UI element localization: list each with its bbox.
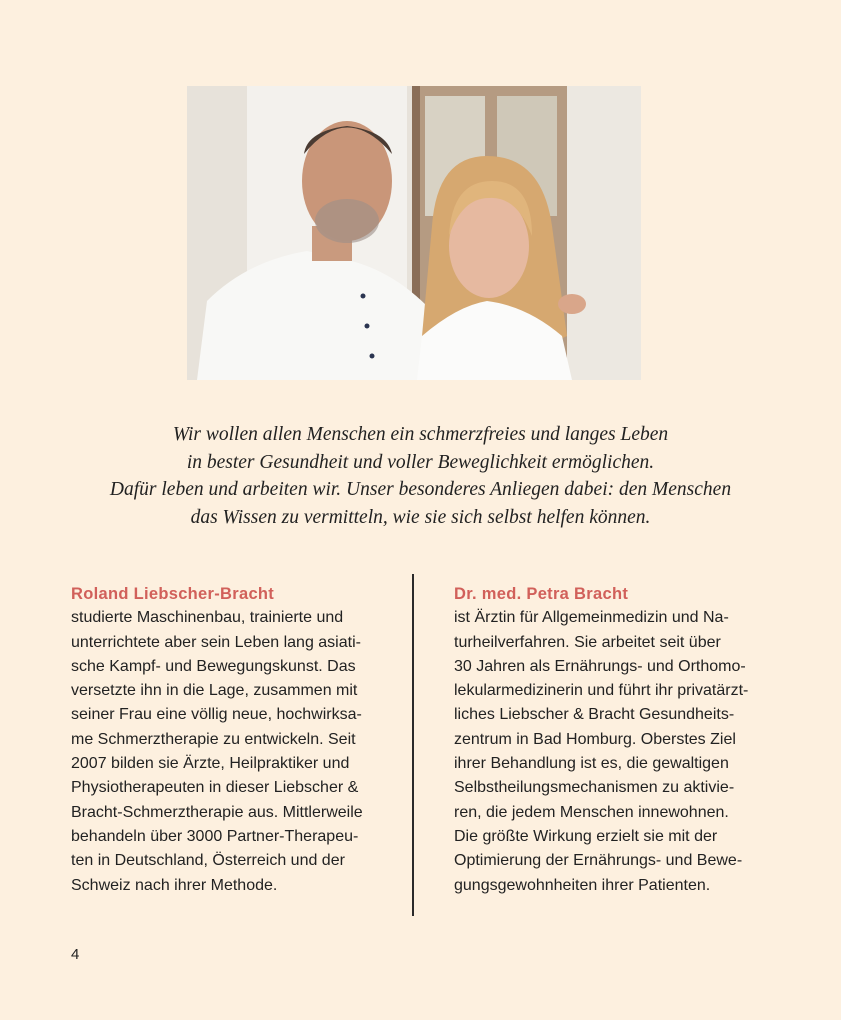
bio-name: Dr. med. Petra Bracht (454, 585, 629, 603)
bio-line: studierte Maschinenbau, trainierte und (71, 609, 344, 627)
quote-block (60, 421, 781, 531)
bio-line: behandeln über 3000 Partner-Therapeu- (71, 827, 359, 845)
bio-line: zentrum in Bad Homburg. Oberstes Ziel (454, 730, 736, 748)
bio-line: liches Liebscher & Bracht Gesundheits- (454, 706, 735, 724)
bio-petra (454, 582, 774, 898)
portrait-photo (187, 86, 641, 380)
bio-line: ist Ärztin für Allgemeinmedizin und Na- (454, 609, 729, 627)
bio-line: unterrichtete aber sein Leben lang asiati- (71, 633, 361, 651)
bio-line: me Schmerztherapie zu entwickeln. Seit (71, 730, 356, 748)
bio-line: ren, die jedem Menschen innewohnen. (454, 803, 729, 821)
bio-line: Physiotherapeuten in dieser Liebscher & (71, 779, 359, 797)
bio-line: ten in Deutschland, Österreich und der (71, 852, 345, 870)
bio-line: Die größte Wirkung erzielt sie mit der (454, 827, 718, 845)
bio-line: turheilverfahren. Sie arbeitet seit über (454, 633, 721, 651)
quote-line: Dafür leben und arbeiten wir. Unser besonderes Anliegen dabei: den Menschen (109, 479, 732, 500)
bio-line: Schweiz nach ihrer Methode. (71, 876, 278, 894)
page-number: 4 (71, 946, 80, 963)
bio-line: 30 Jahren als Ernährungs- und Orthomo- (454, 657, 746, 675)
bio-line: versetzte ihn in die Lage, zusammen mit (71, 682, 358, 700)
quote-line: in bester Gesundheit und voller Beweglichkeit ermöglichen. (186, 451, 655, 473)
column-divider (412, 574, 414, 916)
quote-line: Wir wollen allen Menschen ein schmerzfreies und langes Leben (172, 424, 669, 445)
bio-line: lekularmedizinerin und führt ihr privatärzt- (454, 682, 749, 700)
bio-line: seiner Frau eine völlig neue, hochwirksa- (71, 706, 362, 724)
bio-line: Optimierung der Ernährungs- und Bewe- (454, 852, 743, 870)
bio-line: gungsgewohnheiten ihrer Patienten. (454, 876, 711, 894)
portrait-illustration (187, 86, 641, 380)
bio-name: Roland Liebscher-Bracht (71, 585, 275, 603)
bio-roland (71, 582, 391, 898)
bio-line: ihrer Behandlung ist es, die gewaltigen (454, 755, 729, 773)
bio-line: sche Kampf- und Bewegungskunst. Das (71, 657, 356, 675)
bio-line: Bracht-Schmerztherapie aus. Mittlerweile (71, 803, 363, 821)
quote-line: das Wissen zu vermitteln, wie sie sich selbst helfen können. (190, 506, 651, 528)
bio-line: 2007 bilden sie Ärzte, Heilpraktiker und (71, 755, 350, 773)
bio-line: Selbstheilungsmechanismen zu aktivie- (454, 779, 735, 797)
